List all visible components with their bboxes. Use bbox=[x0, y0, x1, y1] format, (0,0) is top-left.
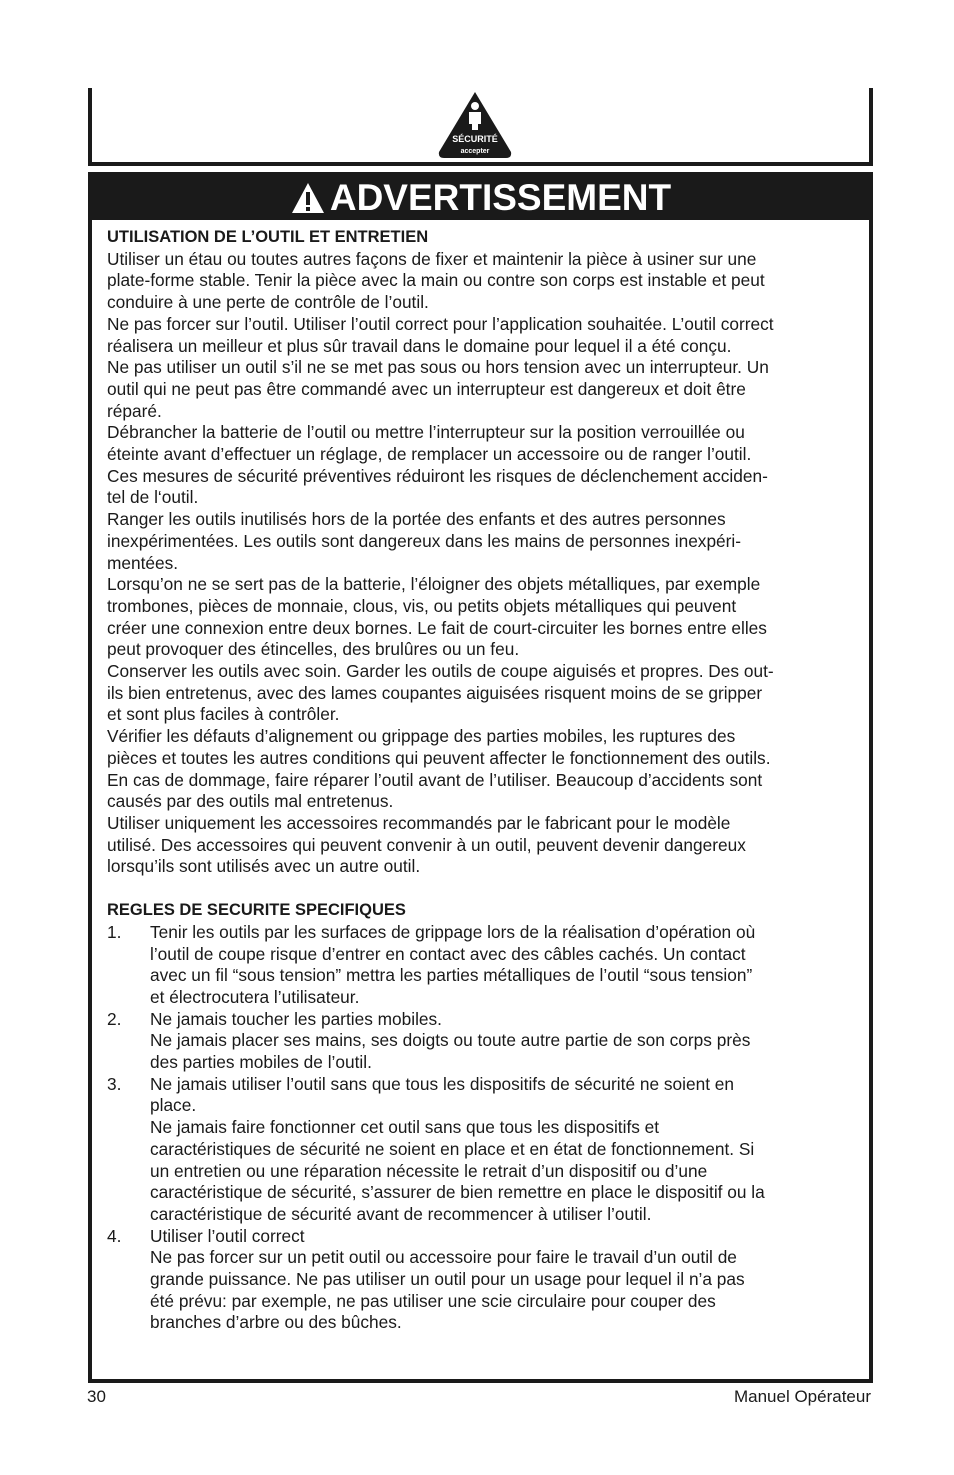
text-line: Ne pas forcer sur un petit outil ou accessoire pour faire le travail d’un outil de bbox=[150, 1247, 737, 1268]
text-line: Vérifier les défauts d’alignement ou grippage des parties mobiles, les ruptures des bbox=[107, 726, 736, 747]
text-line: tel de l‘outil. bbox=[107, 487, 199, 508]
text-line: Ne jamais utiliser l’outil sans que tous les dispositifs de sécurité ne soient en bbox=[150, 1073, 735, 1094]
text-line: peut provoquer des étincelles, des brulûres ou un feu. bbox=[107, 639, 520, 660]
text-line: mentées. bbox=[107, 552, 179, 573]
list-item-text bbox=[150, 1074, 867, 1226]
text-line: outil qui ne peut pas être commandé avec un interrupteur est dangereux et doit être bbox=[107, 378, 746, 399]
text-line: créer une connexion entre deux bornes. Le fait de court-circuiter les bornes entre elles bbox=[107, 617, 767, 638]
logo-text-accepter: accepter bbox=[460, 148, 490, 155]
text-line: grande puissance. Ne pas utiliser un outil pour un usage pour lequel il n’a pas bbox=[150, 1269, 745, 1290]
section-spacer bbox=[107, 878, 867, 900]
list-item-number: 1. bbox=[107, 921, 122, 942]
safety-logo-icon bbox=[437, 90, 513, 160]
text-line: ils bien entretenus, avec des lames coupantes aiguisées risquent moins de se gripper bbox=[107, 682, 763, 703]
page-number: 30 bbox=[87, 1387, 106, 1406]
section-heading-regles: REGLES DE SECURITE SPECIFIQUES bbox=[107, 901, 406, 920]
text-line: En cas de dommage, faire réparer l’outil avant de l’utiliser. Beaucoup d’accidents sont bbox=[107, 769, 763, 790]
list-item-text bbox=[150, 1009, 867, 1074]
list-item-1 bbox=[107, 922, 867, 1009]
logo-text-securite: SÉCURITÉ bbox=[452, 134, 498, 144]
list-item-4 bbox=[107, 1226, 867, 1335]
text-line: inexpérimentées. Les outils sont dangereux dans les mains de personnes inexpéri- bbox=[107, 530, 742, 551]
warning-triangle-icon bbox=[290, 181, 326, 215]
text-line: Utiliser un étau ou toutes autres façons de fixer et maintenir la pièce à usiner sur une bbox=[107, 248, 757, 269]
text-line: Ne jamais toucher les parties mobiles. bbox=[150, 1008, 442, 1029]
text-line: causés par des outils mal entretenus. bbox=[107, 791, 394, 812]
list-item-3 bbox=[107, 1074, 867, 1226]
text-line: Conserver les outils avec soin. Garder les outils de coupe aiguisés et propres. Des out- bbox=[107, 661, 774, 682]
section-utilisation-body bbox=[107, 249, 867, 878]
text-line: Ne pas utiliser un outil s’il ne se met pas sous ou hors tension avec un interrupteur. Un bbox=[107, 357, 769, 378]
list-item-2 bbox=[107, 1009, 867, 1074]
text-line: Ne pas forcer sur l’outil. Utiliser l’outil correct pour l’application souhaitée. L’outil correct bbox=[107, 313, 774, 334]
safety-logo-box bbox=[88, 88, 873, 166]
text-line: pièces et toutes les autres conditions qui peuvent affecter le fonctionnement des outils. bbox=[107, 747, 771, 768]
text-line: Ranger les outils inutilisés hors de la portée des enfants et des autres personnes bbox=[107, 509, 726, 530]
text-line: Ne jamais faire fonctionner cet outil sans que tous les dispositifs et bbox=[150, 1117, 660, 1138]
warning-title: ADVERTISSEMENT bbox=[329, 177, 672, 218]
footer-title: Manuel Opérateur bbox=[733, 1387, 871, 1406]
list-item-text bbox=[150, 922, 867, 1009]
text-line: caractéristiques de sécurité ne soient en place et en état de fonctionnement. Si bbox=[150, 1138, 755, 1159]
warning-content bbox=[107, 227, 867, 1334]
section-heading-utilisation: UTILISATION DE L’OUTIL ET ENTRETIEN bbox=[107, 228, 429, 246]
text-line: plate-forme stable. Tenir la pièce avec la main ou contre son corps est instable et peut bbox=[107, 270, 765, 291]
text-line: éteinte avant d’effectuer un réglage, de remplacer un accessoire ou de ranger l’outil. bbox=[107, 444, 752, 465]
text-line: trombones, pièces de monnaie, clous, vis, ou petits objets métalliques qui peuvent bbox=[107, 595, 737, 616]
list-item-number: 4. bbox=[107, 1225, 122, 1246]
text-line: Tenir les outils par les surfaces de grippage lors de la réalisation d’opération où bbox=[150, 921, 756, 942]
text-line: un entretien ou une réparation nécessite le retrait d’un dispositif ou d’une bbox=[150, 1160, 708, 1181]
text-line: Ces mesures de sécurité préventives réduiront les risques de déclenchement acciden- bbox=[107, 465, 768, 486]
text-line: réparé. bbox=[107, 400, 162, 421]
list-item-number: 2. bbox=[107, 1008, 122, 1029]
text-line: caractéristique de sécurité, s’assurer de bien remettre en place le dispositif ou la bbox=[150, 1182, 765, 1203]
text-line: caractéristique de sécurité avant de recommencer à utiliser l’outil. bbox=[150, 1203, 652, 1224]
text-line: des parties mobiles de l’outil. bbox=[150, 1052, 372, 1073]
list-item-number: 3. bbox=[107, 1073, 122, 1094]
text-line: lorsqu’ils sont utilisés avec un autre outil. bbox=[107, 856, 421, 877]
text-line: branches d’arbre ou des bûches. bbox=[150, 1312, 402, 1333]
text-line: Ne jamais placer ses mains, ses doigts ou toute autre partie de son corps près bbox=[150, 1030, 751, 1051]
text-line: et électrocutera l’utilisateur. bbox=[150, 986, 360, 1007]
text-line: réalisera un meilleur et plus sûr travail dans le domaine pour lequel il a été conçu. bbox=[107, 335, 732, 356]
text-line: conduire à une perte de contrôle de l’outil. bbox=[107, 292, 429, 313]
text-line: Débrancher la batterie de l’outil ou mettre l’interrupteur sur la position verrouillée ou bbox=[107, 422, 745, 443]
text-line: utilisé. Des accessoires qui peuvent convenir à un outil, peuvent devenir dangereux bbox=[107, 834, 746, 855]
text-line: Lorsqu’on ne se sert pas de la batterie, l’éloigner des objets métalliques, par exemple bbox=[107, 574, 761, 595]
text-line: Utiliser uniquement les accessoires recommandés par le fabricant pour le modèle bbox=[107, 812, 731, 833]
list-item-text bbox=[150, 1226, 867, 1335]
text-line: et sont plus faciles à contrôler. bbox=[107, 704, 340, 725]
text-line: l’outil de coupe risque d’entrer en contact avec des câbles cachés. Un contact bbox=[150, 943, 746, 964]
text-line: avec un fil “sous tension” mettra les parties métalliques de l’outil “sous tension” bbox=[150, 965, 753, 986]
text-line: Utiliser l’outil correct bbox=[150, 1225, 305, 1246]
text-line: été prévu: par exemple, ne pas utiliser une scie circulaire pour couper des bbox=[150, 1290, 716, 1311]
text-line: place. bbox=[150, 1095, 197, 1116]
warning-header bbox=[92, 176, 869, 220]
numbered-list bbox=[107, 922, 867, 1334]
